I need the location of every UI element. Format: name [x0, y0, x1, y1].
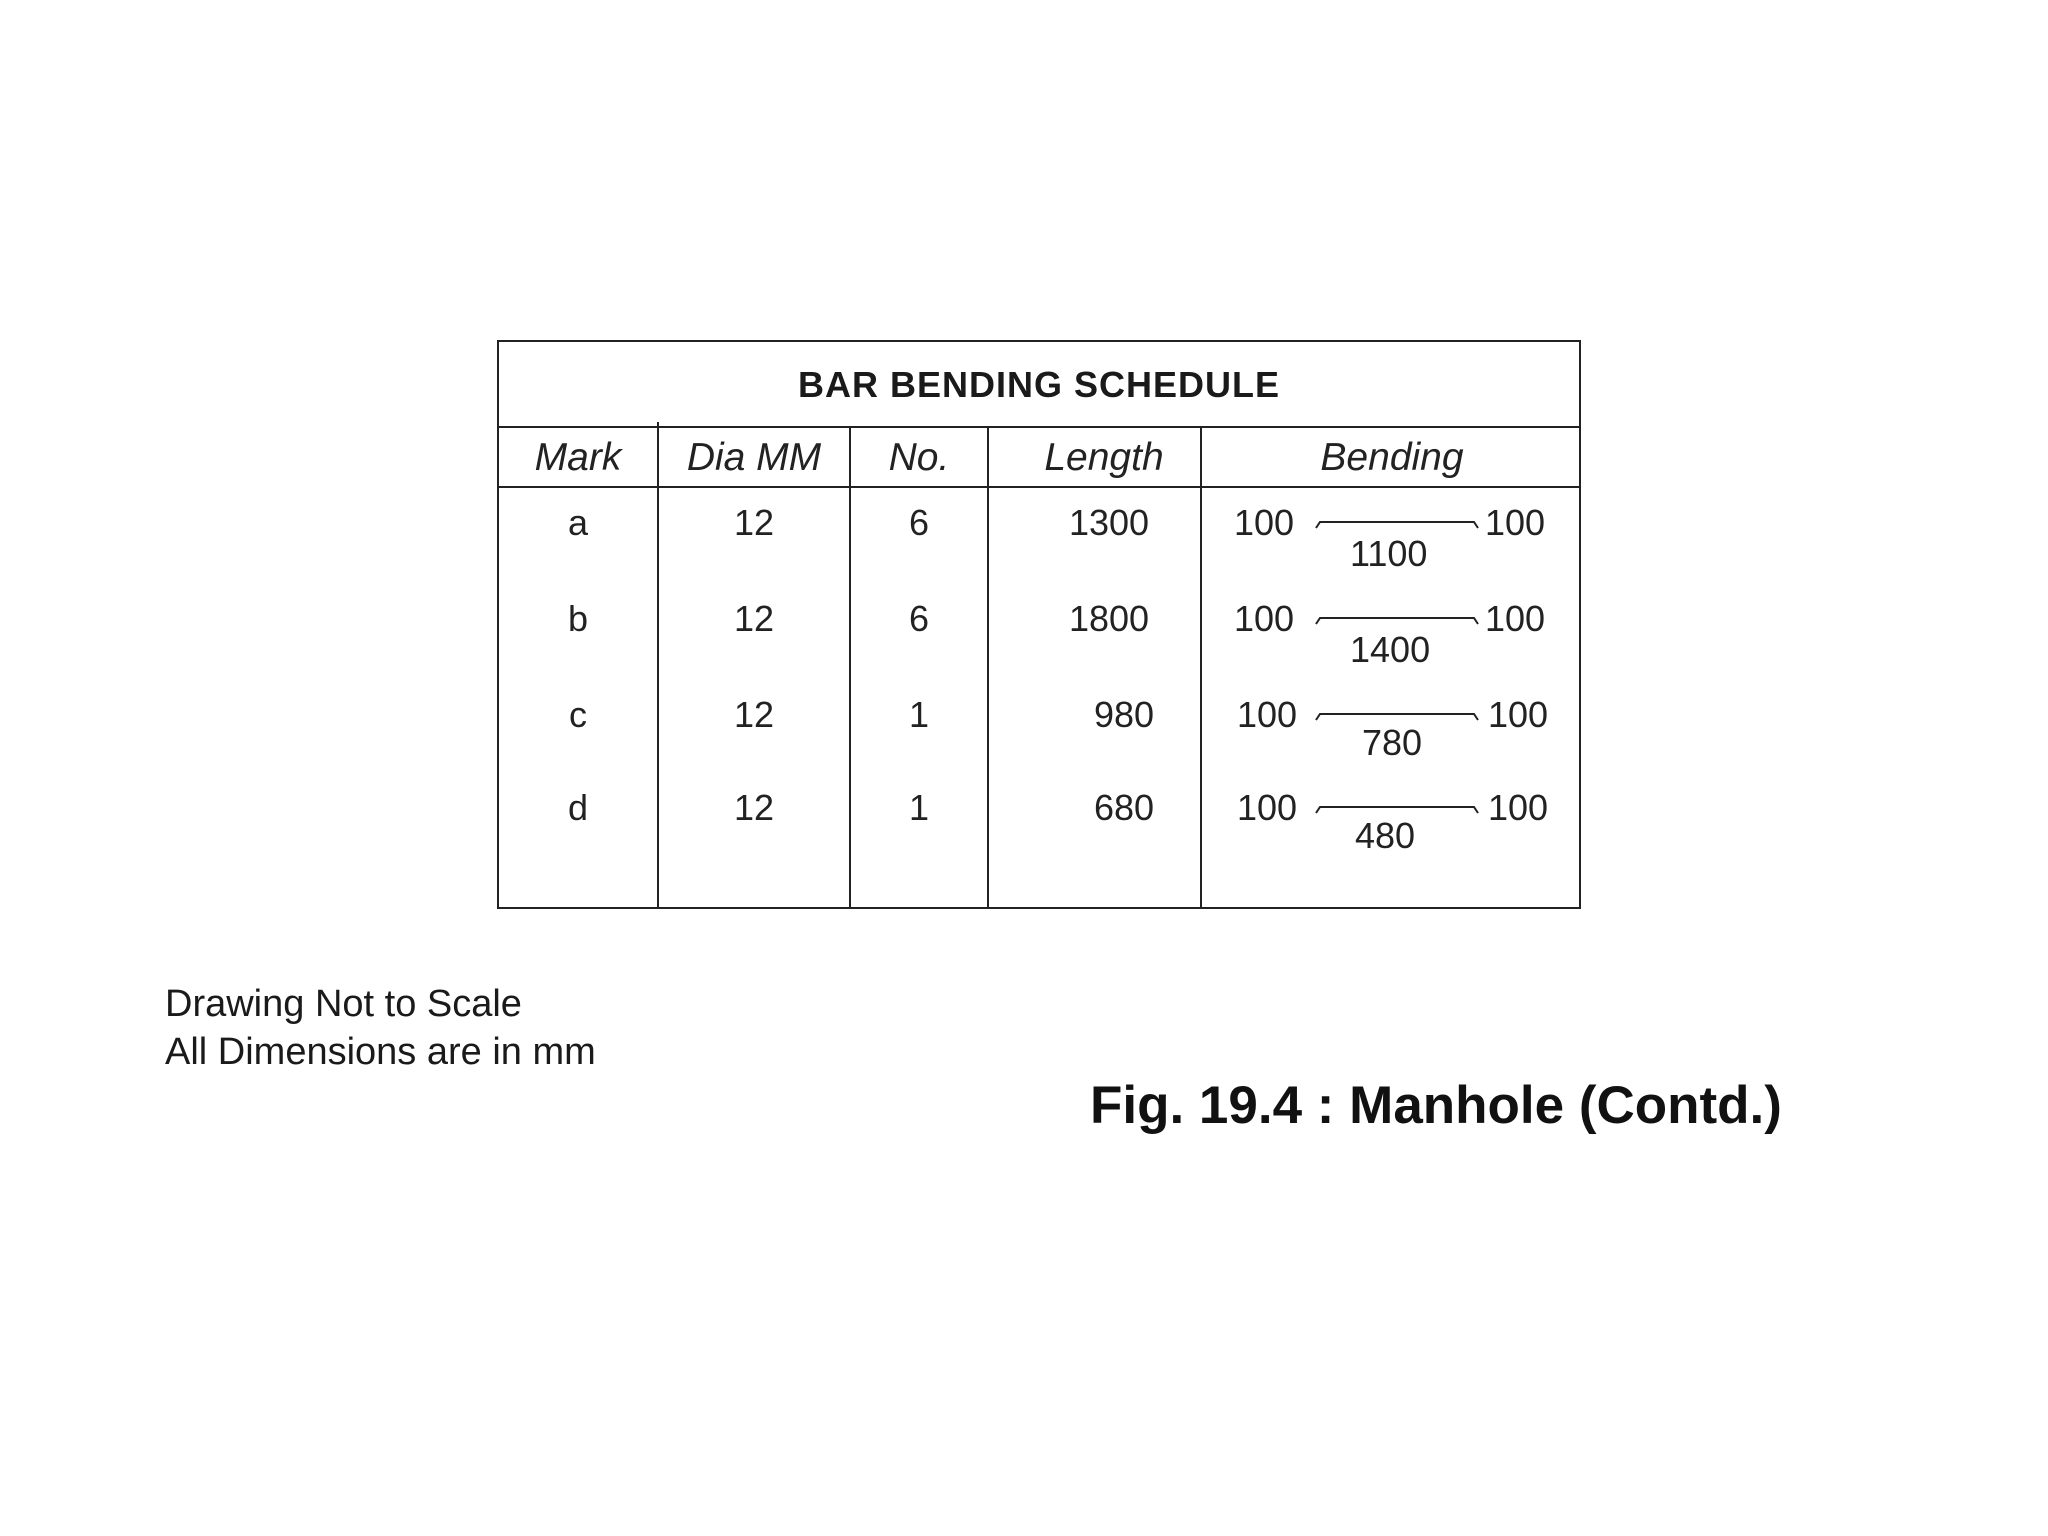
note-not-to-scale: Drawing Not to Scale	[165, 983, 522, 1025]
row-b-bend-left: 100	[1234, 598, 1295, 639]
drawing-notes	[165, 980, 596, 1076]
row-d-no: 1	[908, 787, 930, 828]
figure-caption: Fig. 19.4 : Manhole (Contd.)	[1090, 1076, 1782, 1135]
row-b-length: 1800	[1068, 598, 1150, 639]
row-c-dia: 12	[733, 694, 775, 735]
row-b-dia: 12	[733, 598, 775, 639]
row-a-dia: 12	[733, 502, 775, 543]
column-divider-mark	[657, 422, 659, 907]
row-c-bend-left: 100	[1237, 694, 1298, 735]
row-c-length: 980	[1093, 694, 1155, 735]
row-c-bending-shape	[1202, 684, 1582, 774]
header-bending: Bending	[1320, 436, 1464, 479]
row-d-bend-right: 100	[1488, 787, 1549, 828]
header-divider	[499, 486, 1579, 488]
row-a-length: 1300	[1068, 502, 1150, 543]
bar-bending-schedule-table	[497, 340, 1581, 909]
row-a-bend-line	[1312, 506, 1482, 536]
row-a-no: 6	[908, 502, 930, 543]
row-c-bend-mid: 780	[1362, 722, 1423, 763]
row-a-bending-shape	[1202, 492, 1582, 582]
row-d-mark: d	[567, 787, 589, 828]
row-d-length: 680	[1093, 787, 1155, 828]
row-a-bend-left: 100	[1234, 502, 1295, 543]
header-mark: Mark	[534, 436, 622, 479]
row-d-bending-shape	[1202, 777, 1582, 867]
row-a-bend-right: 100	[1485, 502, 1546, 543]
row-b-bend-right: 100	[1485, 598, 1546, 639]
row-c-bend-right: 100	[1488, 694, 1549, 735]
header-length: Length	[1044, 436, 1164, 479]
row-b-no: 6	[908, 598, 930, 639]
row-b-mark: b	[567, 598, 589, 639]
row-c-no: 1	[908, 694, 930, 735]
row-b-bending-shape	[1202, 588, 1582, 678]
note-dimensions-mm: All Dimensions are in mm	[165, 1031, 596, 1073]
column-divider-dia	[849, 428, 851, 907]
column-divider-no	[987, 428, 989, 907]
header-no: No.	[888, 436, 950, 479]
row-d-bend-left: 100	[1237, 787, 1298, 828]
schedule-title: BAR BENDING SCHEDULE	[499, 342, 1579, 428]
row-a-bend-mid: 1100	[1350, 533, 1428, 574]
row-d-bend-mid: 480	[1355, 815, 1416, 856]
row-b-bend-line	[1312, 602, 1482, 632]
row-b-bend-mid: 1400	[1350, 629, 1431, 670]
header-dia-mm: Dia MM	[686, 436, 822, 479]
row-d-dia: 12	[733, 787, 775, 828]
row-c-mark: c	[569, 694, 587, 735]
row-a-mark: a	[567, 502, 589, 543]
